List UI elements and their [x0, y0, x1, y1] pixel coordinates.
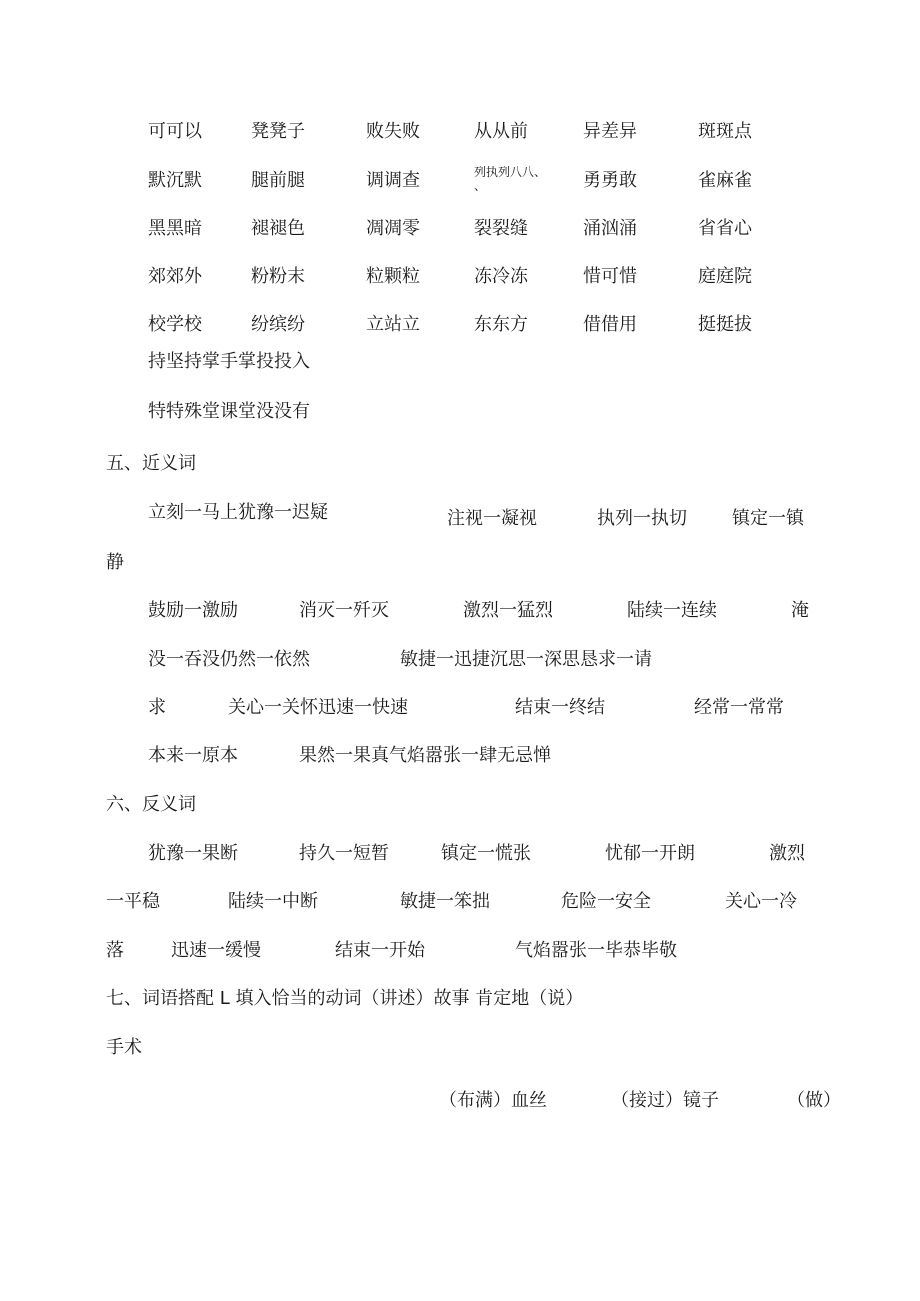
word-cell-tail: 、 — [474, 179, 487, 193]
synonym-item: 淹 — [791, 600, 809, 621]
synonym-item: 镇定一镇 — [732, 508, 804, 529]
word-cell: 涌汹涌 — [583, 218, 637, 239]
word-cell: 粒颗粒 — [366, 266, 420, 287]
word-cell: 凳凳子 — [251, 121, 305, 142]
word-cell: 异差异 — [583, 121, 637, 142]
antonym-item: 结束一开始 — [335, 940, 425, 961]
synonym-item: 求 — [148, 697, 166, 718]
word-cell: 勇勇敢 — [583, 170, 637, 191]
word-cell: 省省心 — [698, 218, 752, 239]
synonym-item: 注视一凝视 — [447, 508, 537, 529]
synonym-item: 果然一果真气焰嚣张一肆无忌惮 — [299, 745, 551, 766]
word-cell: 败失败 — [366, 121, 420, 142]
section-heading-collocation: 七、词语搭配 L 填入恰当的动词（讲述）故事 肯定地（说） — [106, 988, 584, 1009]
word-cell: 立站立 — [366, 314, 420, 335]
word-cell: 郊郊外 — [148, 266, 202, 287]
antonym-item: 镇定一慌张 — [441, 843, 531, 864]
word-cell: 调调查 — [366, 170, 420, 191]
collocation-item: 手术 — [106, 1037, 142, 1058]
word-cell: 冻冷冻 — [474, 266, 528, 287]
section-heading-synonyms: 五、近义词 — [106, 453, 196, 474]
word-cell: 凋凋零 — [366, 218, 420, 239]
antonym-item: 关心一冷 — [725, 891, 797, 912]
synonym-item: 执列一执切 — [597, 508, 687, 529]
antonym-item: 落 — [106, 940, 124, 961]
antonym-item: 危险一安全 — [561, 891, 651, 912]
synonym-item: 消灭一歼灭 — [299, 600, 389, 621]
antonym-item: 气焰嚣张一毕恭毕敬 — [515, 940, 677, 961]
synonym-item: 立刻一马上犹豫一迟疑 — [148, 502, 328, 523]
antonym-item: 犹豫一果断 — [148, 843, 238, 864]
synonym-item: 没一吞没仍然一依然 — [148, 649, 310, 670]
section-heading-antonyms: 六、反义词 — [106, 794, 196, 815]
word-cell: 默沉默 — [148, 170, 202, 191]
collocation-item: （做） — [787, 1090, 841, 1111]
synonym-item: 敏捷一迅捷沉思一深思恳求一请 — [400, 649, 652, 670]
antonym-item: 持久一短暂 — [299, 843, 389, 864]
synonym-item: 激烈一猛烈 — [463, 600, 553, 621]
word-cell: 黑黑暗 — [148, 218, 202, 239]
word-cell: 校学校 — [148, 314, 202, 335]
synonym-item: 结束一终结 — [515, 697, 605, 718]
extra-line: 特特殊堂课堂没没有 — [148, 401, 310, 422]
synonym-item: 本来一原本 — [148, 745, 238, 766]
antonym-item: 敏捷一笨拙 — [400, 891, 490, 912]
word-cell: 雀麻雀 — [698, 170, 752, 191]
synonym-item: 静 — [106, 552, 124, 573]
word-cell: 可可以 — [148, 121, 202, 142]
extra-line: 持坚持掌手掌投投入 — [148, 351, 310, 372]
collocation-item: （布满）血丝 — [439, 1090, 547, 1111]
word-cell: 借借用 — [583, 314, 637, 335]
word-cell: 挺挺拔 — [698, 314, 752, 335]
word-cell: 斑斑点 — [698, 121, 752, 142]
antonym-item: 迅速一缓慢 — [171, 940, 261, 961]
word-cell: 庭庭院 — [698, 266, 752, 287]
word-cell: 列执列八八、 — [474, 165, 547, 179]
word-cell: 惜可惜 — [583, 266, 637, 287]
word-cell: 褪褪色 — [251, 218, 305, 239]
antonym-item: 忧郁一开朗 — [605, 843, 695, 864]
antonym-item: 一平稳 — [106, 891, 160, 912]
word-cell: 腿前腿 — [251, 170, 305, 191]
antonym-item: 激烈 — [769, 843, 805, 864]
word-cell: 粉粉末 — [251, 266, 305, 287]
antonym-item: 陆续一中断 — [228, 891, 318, 912]
synonym-item: 经常一常常 — [694, 697, 784, 718]
word-cell: 纷缤纷 — [251, 314, 305, 335]
synonym-item: 关心一关怀迅速一快速 — [228, 697, 408, 718]
synonym-item: 陆续一连续 — [627, 600, 717, 621]
collocation-item: （接过）镜子 — [611, 1090, 719, 1111]
word-cell: 从从前 — [474, 121, 528, 142]
word-cell: 东东方 — [474, 314, 528, 335]
word-cell: 裂裂缝 — [474, 218, 528, 239]
synonym-item: 鼓励一激励 — [148, 600, 238, 621]
